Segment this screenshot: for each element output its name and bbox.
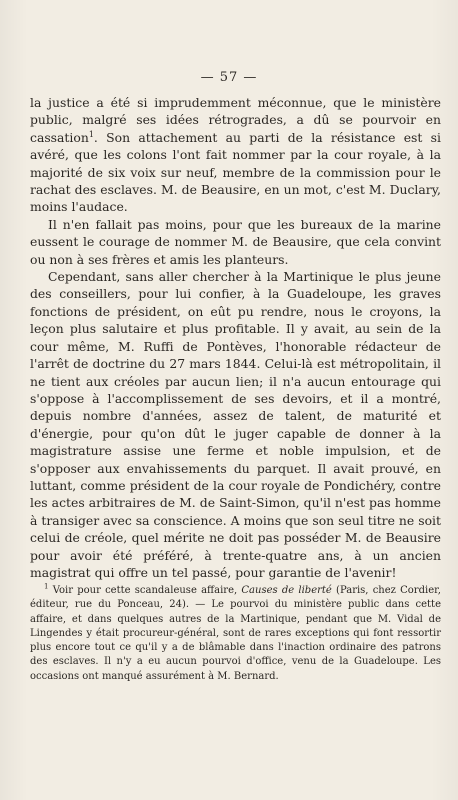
- footnote-text: [30, 584, 441, 684]
- paragraph-2: Il n'en fallait pas moins, pour que les bureaux de la marine eussent le courage de nommer M. de Beausire, que cela convint ou non à ses frères et amis les planteurs.: [30, 216, 441, 267]
- footnote-lead: Voir pour cette scandaleuse affaire,: [52, 585, 238, 596]
- paragraph-1-continuation: . Son attachement au parti de la résistance est si avéré, que les colons l'ont fait nommer par la cour royale, à la majorité de six voix sur neuf, membre de la commission pour le rachat des esclaves. M. de Beausire, en un mot, c'est M. Duclary, moins l'audace.: [30, 129, 441, 215]
- paragraph-1: [30, 94, 441, 216]
- footnote-reference: 1: [88, 129, 94, 139]
- paragraph-1-text: la justice a été si imprudemment méconnue, que le ministère public, malgré ses idées rétrogrades, a dû se pourvoir en cassation: [30, 95, 441, 145]
- main-text: [30, 94, 441, 581]
- footnote-title: Causes de liberté: [241, 585, 332, 596]
- footnote: [30, 584, 441, 684]
- footnote-number: 1: [44, 582, 49, 591]
- paragraph-3: Cependant, sans aller chercher à la Martinique le plus jeune des conseillers, pour lui confier, à la Guadeloupe, les graves fonctions de président, on eût pu rendre, nous le croyons, la leçon plus salutaire et plus profitable. Il y avait, au sein de la cour même, M. Ruffi de Pontèves, l'honorable rédacteur de l'arrêt de doctrine du 27 mars 1844. Celui-là est métropolitain, il ne tient aux créoles par aucun lien; il n'a aucun entourage qui s'oppose à l'accomplissement de ses devoirs, et il a montré, depuis nombre d'années, assez de talent, de maturité et d'énergie, pour qu'on dût le juger capable de donner à la magistrature assise une ferme et noble impulsion, et de s'opposer aux envahissements du parquet. Il avait prouvé, en luttant, comme président de la cour royale de Pondichéry, contre les actes arbitraires de M. de Saint-Simon, qu'il n'est pas homme à transiger avec sa conscience. A moins que son seul titre ne soit celui de créole, quel mérite ne doit pas posséder M. de Beausire pour avoir été préféré, à trente-quatre ans, à un ancien magistrat qui offre un tel passé, pour garantie de l'avenir!: [30, 269, 441, 580]
- footnote-body: (Paris, chez Cordier, éditeur, rue du Ponceau, 24). — Le pourvoi du ministère public dans cette affaire, et dans quelques autres de la Martinique, pendant que M. Vidal de Lingendes y était procureur-général, sont de rares exceptions qui font ressortir plus encore tout ce qu'il y a de blâmable dans l'inaction ordinaire des patrons des esclaves. Il n'y a eu aucun pourvoi d'office, venu de la Guadeloupe. Les occasions ont manqué assurément à M. Bernard.: [30, 585, 441, 682]
- page-number: — 57 —: [200, 70, 258, 85]
